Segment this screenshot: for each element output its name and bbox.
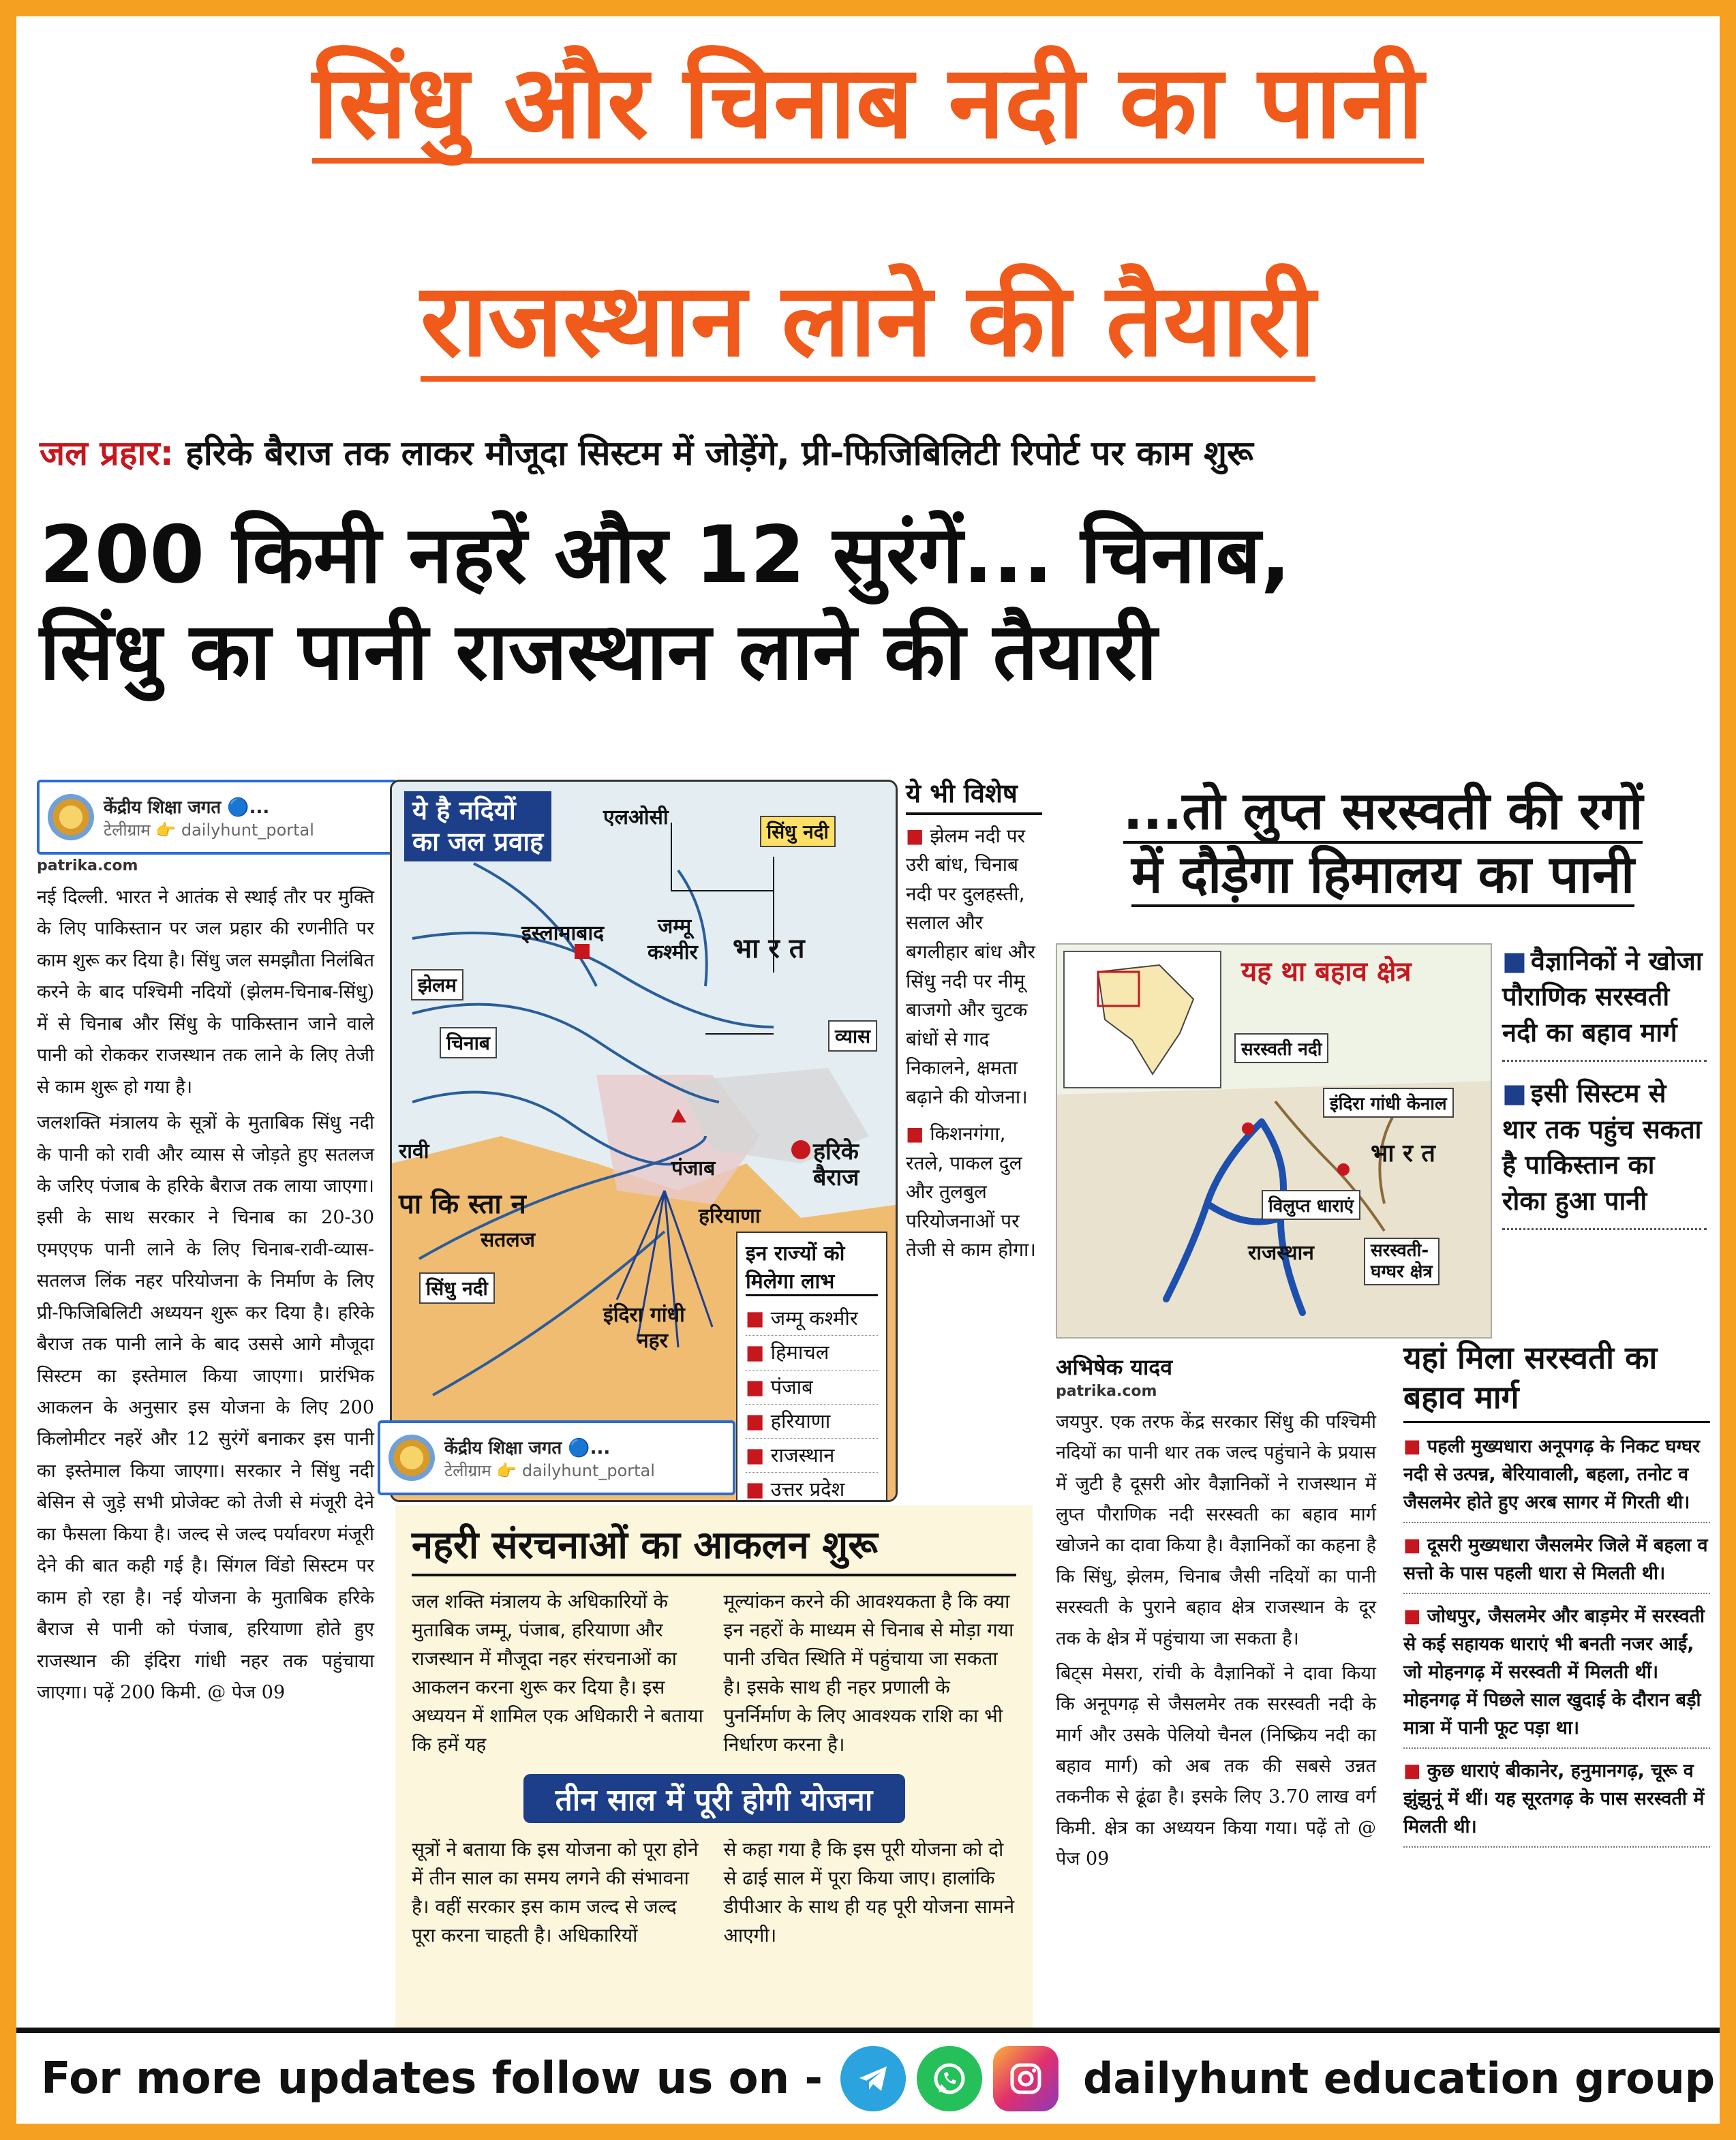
badge-title: केंद्रीय शिक्षा जगत 🔵...	[444, 1437, 611, 1458]
map-label: चिनाब	[440, 1027, 497, 1058]
flow-point: ■ पहली मुख्यधारा अनूपगढ़ के निकट घग्घर नदी से उत्पन्न, बेरियावाली, बहला, तनोट व जैसलमेर होते हुए अरब सागर में गिरती थी।	[1403, 1433, 1710, 1523]
map-label: पंजाब	[671, 1157, 716, 1180]
newspaper-frame	[16, 16, 1720, 2124]
map-label: बैराज	[813, 1164, 859, 1191]
river-map	[390, 780, 898, 1502]
headline	[40, 507, 1703, 700]
flow-title: यहां मिला सरस्वती का बहाव मार्ग	[1403, 1339, 1710, 1423]
source-label: patrika.com	[37, 857, 138, 874]
banner-line-2: राजस्थान लाने की तैयारी	[16, 262, 1720, 382]
paragraph: बिट्स मेसरा, रांची के वैज्ञानिकों ने दावा किया कि अनूपगढ़ से जैसलमेर तक सरस्वती नदी के मार्ग और उसके पेलियो चैनल (निष्क्रिय नदी का बहाव मार्ग) को अब तक की सबसे उन्नत तकनीक से ढूंढा है। इसके लिए 3.70 लाख वर्ग किमी. क्षेत्र का अध्ययन किया गया। पढ़ें तो @ पेज 09	[1056, 1662, 1376, 1870]
map-label: जम्मू	[658, 915, 692, 938]
map-label: सिंधु नदी	[760, 816, 836, 847]
left-article-body	[37, 882, 374, 1713]
map-label: राजस्थान	[1248, 1241, 1314, 1265]
banner-line-1: सिंधु और चिनाब नदी का पानी	[16, 44, 1720, 164]
footer-text: For more updates follow us on -	[41, 2053, 823, 2104]
map-label: पा कि स्ता न	[399, 1189, 526, 1220]
map-label: इंदिरा गांधी केनाल	[1323, 1088, 1454, 1118]
map-label: भा र त	[733, 933, 805, 964]
saraswati-headline: ...तो लुप्त सरस्वती की रगों में दौड़ेगा हिमालय का पानी	[1056, 780, 1710, 906]
channel-badge[interactable]	[37, 780, 398, 855]
benefit-box	[736, 1232, 887, 1502]
plan-title: तीन साल में पूरी होगी योजना	[523, 1774, 905, 1823]
flow-point: ■ दूसरी मुख्यधारा जैसलमेर जिले में बहला व सत्तो के पास पहली धारा से मिलती थी।	[1403, 1531, 1710, 1594]
map-label: रावी	[399, 1140, 429, 1163]
state-item: ■ जम्मू कश्मीर	[746, 1302, 878, 1336]
map-label: विलुप्त धाराएं	[1262, 1190, 1360, 1220]
map-label: कश्मीर	[648, 941, 698, 964]
map-label: इंदिरा गांधी	[603, 1303, 685, 1327]
source-label: patrika.com	[1056, 1383, 1157, 1400]
map-label: सिंधु नदी	[419, 1272, 495, 1304]
state-item: ■ पंजाब	[746, 1371, 878, 1405]
flow-point: ■ कुछ धाराएं बीकानेर, हनुमानगढ़, चूरू व झुंझुनूं में थीं। यह सूरतगढ़ के पास सरस्वती में मिलती थी।	[1403, 1757, 1710, 1848]
footer	[16, 2028, 1720, 2124]
kicker-label: जल प्रहार:	[40, 433, 174, 473]
flow-point: ■ जोधपुर, जैसलमेर और बाड़मेर में सरस्वती से कई सहायक धाराएं भी बनती नजर आईं, जो मोहनगढ़ में सरस्वती में मिलती थीं। मोहनगढ़ में पिछले साल खुदाई के दौरान बड़ी मात्रा में पानी फूट पड़ा था।	[1403, 1602, 1710, 1749]
badge-subtitle: टेलीग्राम 👉 dailyhunt_portal	[104, 820, 314, 840]
state-item: ■ हिमाचल	[746, 1336, 878, 1370]
paragraph: नई दिल्ली. भारत ने आतंक से स्थाई तौर पर मुक्ति के लिए पाकिस्तान पर जल प्रहार की रणनीति पर काम शुरू कर दिया है। सिंधु जल समझौता निलंबित करने के बाद पश्चिमी नदियों (झेलम-चिनाब-सिंधु) में से चिनाब और सिंधु के पाकिस्तान जाने वाले पानी को रोककर राजस्थान तक लाने के लिए तेजी से काम शुरू हो गया है।	[37, 887, 374, 1098]
map-label: हरिके	[813, 1138, 859, 1165]
map-label: सतलज	[481, 1228, 535, 1252]
emblem-icon	[389, 1435, 435, 1481]
saraswati-points	[1502, 943, 1707, 1244]
assessment-box	[395, 1505, 1033, 2030]
map-title: ये है नदियों का जल प्रवाह	[404, 791, 551, 861]
map-label: व्यास	[828, 1020, 877, 1052]
badge-title: केंद्रीय शिक्षा जगत 🔵...	[104, 797, 270, 818]
map-label: नहर	[637, 1329, 668, 1353]
map-label: सरस्वती- घग्घर क्षेत्र	[1364, 1238, 1440, 1285]
flow-box	[1403, 1339, 1710, 1856]
left-article	[37, 780, 378, 2027]
paragraph: जलशक्ति मंत्रालय के सूत्रों के मुताबिक सिंधु नदी के पानी को रावी और व्यास से जोड़ते हुए सतलज के जरिए पंजाब के हरिके बैराज तक लाया जाएगा। इसी के साथ सरकार ने चिनाब का 20-30 एमएएफ पानी लाने के लिए चिनाब-रावी-व्यास-सतलज लिंक नहर परियोजना के निर्माण के लिए प्री-फिजिबिलिटी अध्ययन शुरू कर दिया है। हरिके बैराज तक पानी लाने के बाद उससे आगे मौजूदा सिस्टम का इस्तेमाल किया जाएगा। प्रारंभिक आकलन के अनुसार इस योजना के लिए 200 किलोमीटर नहरें और 12 सुरंगें बनाकर इस पानी का इस्तेमाल किया जाएगा। सरकार ने सिंधु नदी बेसिन से जुड़े सभी प्रोजेक्ट को तेजी से मंजूरी देने का फैसला किया है। जल्द से जल्द पर्यावरण मंजूरी देने की बात कही गई है। सिंगल विंडो सिस्टम पर काम हो रहा है। नई योजना के मुताबिक हरिके बैराज से पानी को पंजाब, हरियाणा होते हुए राजस्थान की इंदिरा गांधी नहर तक पहुंचाया जाएगा। पढ़ें 200 किमी. @ पेज 09	[37, 1112, 374, 1703]
benefit-title: इन राज्यों को मिलेगा लाभ	[746, 1238, 878, 1296]
saraswati-map	[1056, 943, 1492, 1339]
saraswati-point: ■ इसी सिस्टम से थार तक पहुंच सकता है पाकिस्तान का रोका हुआ पानी	[1502, 1075, 1707, 1230]
state-item: ■ राजस्थान	[746, 1439, 878, 1473]
map-label: झेलम	[411, 969, 463, 1000]
special-item: ■ झेलम नदी पर उरी बांध, चिनाब नदी पर दुलहस्ती, सलाल और बगलीहार बांध और सिंधु नदी पर नीमू बाजगो और चुटक बांधों से गाद निकालने, क्षमता बढ़ाने की योजना।	[906, 822, 1042, 1112]
byline: अभिषेक यादव	[1056, 1354, 1173, 1380]
saraswati-point: ■ वैज्ञानिकों ने खोजा पौराणिक सरस्वती नदी का बहाव मार्ग	[1502, 943, 1707, 1062]
channel-badge[interactable]	[378, 1420, 735, 1495]
map-label: सरस्वती नदी	[1234, 1033, 1328, 1063]
special-title: ये भी विशेष	[906, 780, 1042, 815]
headline-line-2: सिंधु का पानी राजस्थान लाने की तैयारी	[40, 605, 1157, 698]
special-item: ■ किशनगंगा, रतले, पाकल दुल और तुलबुल परियोजनाओं पर तेजी से काम होगा।	[906, 1120, 1042, 1265]
assessment-title: नहरी संरचनाओं का आकलन शुरू	[412, 1518, 1016, 1576]
instagram-icon[interactable]	[993, 2046, 1059, 2111]
headline-line-1: 200 किमी नहरें और 12 सुरंगें... चिनाब,	[40, 509, 1291, 601]
saraswati-body	[1056, 1407, 1376, 1878]
map-label: हरियाणा	[699, 1204, 761, 1228]
state-item: ■ उत्तर प्रदेश	[746, 1473, 878, 1502]
assessment-col: सूत्रों ने बताया कि इस योजना को पूरा होने में तीन साल का समय लगने की संभावना है। वहीं सरकार इस काम जल्द से जल्द पूरा करना चाहती है। अधिकारियों	[412, 1838, 699, 1946]
whatsapp-icon[interactable]	[917, 2046, 982, 2111]
kicker-text: हरिके बैराज तक लाकर मौजूदा सिस्टम में जोड़ेंगे, प्री-फिजिबिलिटी रिपोर्ट पर काम शुरू	[185, 433, 1253, 473]
state-item: ■ हरियाणा	[746, 1405, 878, 1439]
assessment-col: जल शक्ति मंत्रालय के अधिकारियों के मुताबिक जम्मू, पंजाब, हरियाणा और राजस्थान में मौजूदा नहर संरचनाओं का आकलन करना शुरू कर दिया है। इस अध्ययन में शामिल एक अधिकारी ने बताया कि हमें यह	[412, 1590, 703, 1756]
assessment-col: मूल्यांकन करने की आवश्यकता है कि क्या इन नहरों के माध्यम से चिनाब से मोड़ा गया पानी उचित स्थिति में पहुंचाया जा सकता है। इसके साथ ही नहर प्रणाली के पुनर्निर्माण के लिए आवश्यक राशि का भी निर्धारण करना है।	[723, 1590, 1014, 1756]
map-label: एलओसी	[603, 806, 669, 829]
badge-subtitle: टेलीग्राम 👉 dailyhunt_portal	[444, 1461, 655, 1480]
paragraph: जयपुर. एक तरफ केंद्र सरकार सिंधु की पश्चिमी नदियों का पानी थार तक जल्द पहुंचाने के प्रयास में जुटी है दूसरी ओर वैज्ञानिकों ने राजस्थान में लुप्त पौराणिक नदी सरस्वती का बहाव मार्ग खोजने का दावा किया है। वैज्ञानिकों का कहना है कि सिंधु, झेलम, चिनाब जैसी नदियों का पानी सरस्वती के पुराने बहाव क्षेत्र राजस्थान के दूर तक के क्षेत्र में पहुंचाया जा सकता है।	[1056, 1411, 1376, 1649]
special-column	[906, 780, 1042, 1273]
footer-handle[interactable]: dailyhunt education group	[1082, 2053, 1716, 2103]
kicker	[40, 429, 1703, 475]
telegram-icon[interactable]	[840, 2046, 906, 2111]
emblem-icon	[48, 794, 94, 840]
assessment-col: से कहा गया है कि इस पूरी योजना को दो से ढाई साल में पूरा किया जाए। हालांकि डीपीआर के साथ ही यह पूरी योजना सामने आएगी।	[723, 1838, 1015, 1946]
saraswati-map-title: यह था बहाव क्षेत्र	[1241, 956, 1412, 988]
map-label: भा र त	[1371, 1140, 1435, 1167]
map-label: इस्लामाबाद	[521, 921, 605, 945]
